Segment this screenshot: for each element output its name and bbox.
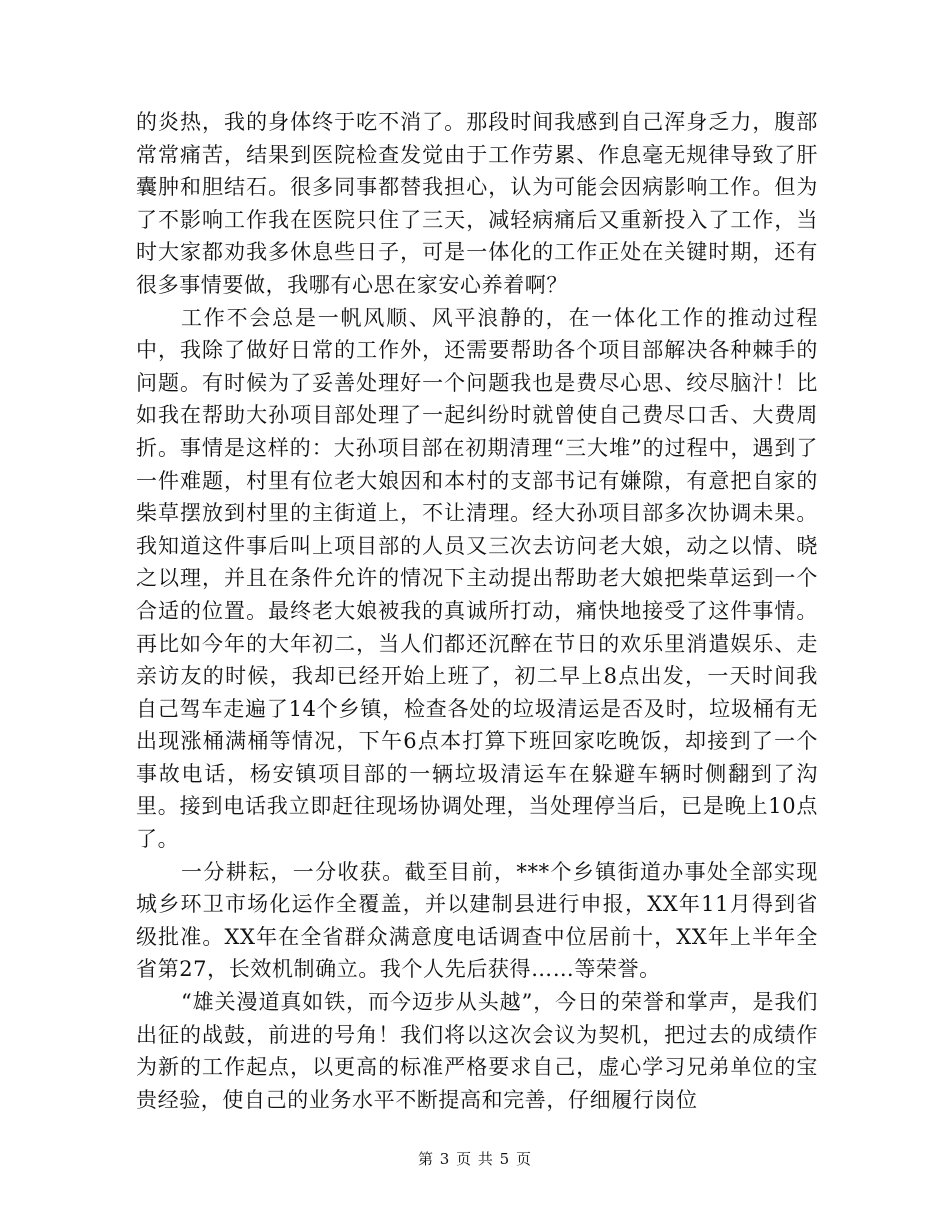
paragraph-4: “雄关漫道真如铁，而今迈步从头越”，今日的荣誉和掌声，是我们出征的战鼓，前进的号角！我们将以这次会议为契机，把过去的成绩作为新的工作起点，以更高的标准严格要求自己，虚心学习兄弟单位的宝贵经验，使自己的业务水平不断提高和完善，仔细履行岗位 bbox=[136, 990, 818, 1112]
paragraph-2: 工作不会总是一帆风顺、风平浪静的，在一体化工作的推动过程中，我除了做好日常的工作外，还需要帮助各个项目部解决各种棘手的问题。有时候为了妥善处理好一个问题我也是费尽心思、绞尽脑汁！比如我在帮助大孙项目部处理了一起纠纷时就曾使自己费尽口舌、大费周折。事情是这样的：大孙项目部在初期清理“三大堆”的过程中，遇到了一件难题，村里有位老大娘因和本村的支部书记有嫌隙，有意把自家的柴草摆放到村里的主街道上，不让清理。经大孙项目部多次协调未果。我知道这件事后叫上项目部的人员又三次去访问老大娘，动之以情、晓之以理，并且在条件允许的情况下主动提出帮助老大娘把柴草运到一个合适的位置。最终老大娘被我的真诚所打动，痛快地接受了这件事情。再比如今年的大年初二，当人们都还沉醉在节日的欢乐里消遣娱乐、走亲访友的时候，我却已经开始上班了，初二早上8点出发，一天时间我自己驾车走遍了14个乡镇，检查各处的垃圾清运是否及时，垃圾桶有无出现涨桶满桶等情况，下午6点本打算下班回家吃晚饭，却接到了一个事故电话，杨安镇项目部的一辆垃圾清运车在躲避车辆时侧翻到了沟里。接到电话我立即赶往现场协调处理，当处理停当后，已是晚上10点了。 bbox=[136, 305, 818, 852]
paragraph-1: 的炎热，我的身体终于吃不消了。那段时间我感到自己浑身乏力，腹部常常痛苦，结果到医院检查发觉由于工作劳累、作息毫无规律导致了肝囊肿和胆结石。很多同事都替我担心，认为可能会因病影响工作。但为了不影响工作我在医院只住了三天，减轻病痛后又重新投入了工作，当时大家都劝我多休息些日子，可是一体化的工作正处在关键时期，还有很多事情要做，我哪有心思在家安心养着啊？ bbox=[136, 110, 818, 297]
footer-current-page: 3 bbox=[439, 1150, 451, 1168]
footer-middle: 页 共 bbox=[456, 1150, 494, 1168]
document-body bbox=[136, 106, 818, 1116]
footer-total-pages: 5 bbox=[499, 1150, 511, 1168]
page-footer bbox=[0, 1148, 950, 1169]
footer-prefix: 第 bbox=[417, 1150, 434, 1168]
paragraph-3: 一分耕耘，一分收获。截至目前，***个乡镇街道办事处全部实现城乡环卫市场化运作全覆盖，并以建制县进行申报，XX年11月得到省级批准。XX年在全省群众满意度电话调查中位居前十，XX年上半年全省第27，长效机制确立。我个人先后获得……等荣誉。 bbox=[136, 859, 818, 982]
footer-suffix: 页 bbox=[516, 1150, 533, 1168]
